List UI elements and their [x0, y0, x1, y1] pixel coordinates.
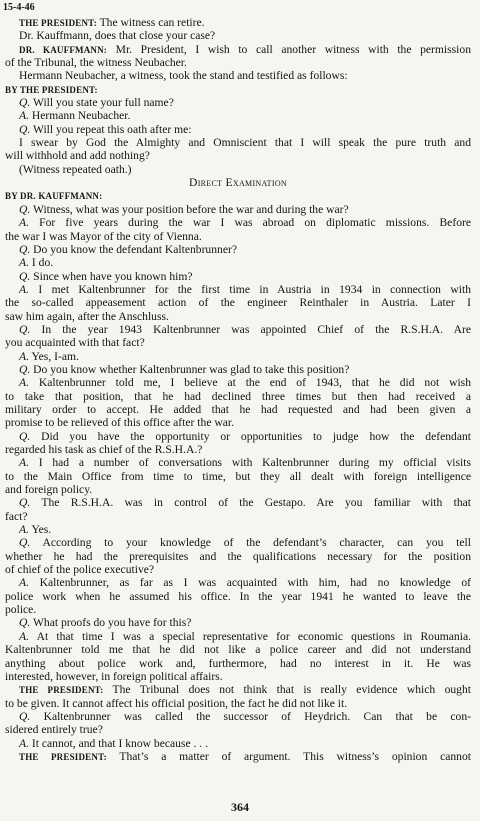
line-text: will withhold and add nothing? — [5, 149, 150, 163]
transcript-line — [5, 710, 471, 723]
transcript-line — [5, 256, 471, 269]
transcript-line — [5, 350, 471, 363]
transcript-line — [5, 470, 471, 483]
transcript-line — [5, 576, 471, 589]
transcript-line — [5, 149, 471, 162]
qa-marker: A. — [19, 349, 29, 363]
speaker-label: THE PRESIDENT: — [19, 18, 97, 28]
line-text: What proofs do you have for this? — [30, 616, 192, 630]
qa-marker: Q. — [19, 616, 31, 630]
line-text: Will you state your full name? — [30, 96, 174, 110]
transcript-line — [5, 189, 471, 202]
qa-marker: Q. — [19, 536, 31, 550]
line-text: Do you know the defendant Kaltenbrunner? — [30, 242, 237, 256]
page-date: 15-4-46 — [3, 2, 35, 13]
transcript-line — [5, 29, 471, 42]
transcript-line — [5, 43, 471, 56]
line-text: For five years during the war I was abroad on diplomatic missions. Before — [28, 216, 471, 230]
qa-marker: Q. — [19, 122, 31, 136]
transcript-line — [5, 283, 471, 296]
line-text: The Tribunal does not think that is really evidence which ought — [103, 683, 471, 697]
line-text: I swear by God the Almighty and Omniscient that I will speak the pure truth and — [19, 136, 471, 150]
line-text: whether he had the prerequisites and the qualifications necessary for the position — [5, 549, 471, 563]
line-text: (Witness repeated oath.) — [19, 162, 132, 176]
transcript-line — [5, 323, 471, 336]
line-text: regarded his task as chief of the R.S.H.A.? — [5, 443, 203, 456]
line-text: Mr. President, I wish to call another witness with the permission — [107, 42, 471, 56]
transcript-line — [5, 136, 471, 149]
line-text: Hermann Neubacher, a witness, took the stand and testified as follows: — [19, 69, 348, 83]
transcript-body — [5, 16, 471, 763]
line-text: police work when he assumed his office. In the year 1941 he wanted to leave the — [5, 589, 471, 603]
transcript-line — [5, 456, 471, 469]
transcript-line — [5, 683, 471, 696]
speaker-label: DR. KAUFFMANN: — [19, 44, 108, 55]
transcript-line — [5, 270, 471, 283]
qa-marker: A. — [19, 523, 29, 537]
page-number: 364 — [231, 800, 249, 814]
line-text: anything about police work and, furthermore, had no interest in it. He was — [5, 656, 471, 670]
transcript-line — [5, 510, 471, 523]
line-text: Kaltenbrunner, as far as I was acquainted with him, had no knowledge of — [28, 576, 471, 590]
transcript-line — [5, 203, 471, 216]
line-text: police. — [5, 603, 37, 617]
qa-marker: A. — [19, 109, 29, 123]
line-text: Kaltenbrunner was called the successor of Heydrich. Can that be con- — [30, 709, 471, 723]
line-text: of chief of the police executive? — [5, 563, 155, 577]
line-text: Do you know whether Kaltenbrunner was glad to take this position? — [30, 362, 350, 376]
transcript-line — [5, 363, 471, 376]
qa-marker: Q. — [19, 429, 31, 443]
transcript-line — [5, 697, 471, 710]
transcript-line — [5, 336, 471, 349]
line-text: sidered entirely true? — [5, 723, 103, 737]
qa-marker: A. — [19, 376, 29, 390]
line-text: At that time I was a special representative for economic questions in Roumania. — [28, 629, 471, 643]
line-text: to the Main Office from time to time, but they all dealt with foreign intelligence — [5, 469, 471, 483]
line-text: It cannot, and that I know because . . . — [28, 736, 208, 750]
line-text: I had a number of conversations with Kaltenbrunner during my official visits — [28, 456, 471, 470]
line-text: Witness, what was your position before the war and during the war? — [30, 202, 349, 216]
line-text: Dr. Kauffmann, does that close your case? — [19, 29, 216, 43]
transcript-line — [5, 630, 471, 643]
transcript-line — [5, 416, 471, 429]
line-text: Did you have the opportunity or opportunities to judge how the defendant — [30, 429, 471, 443]
line-text: of the Tribunal, the witness Neubacher. — [5, 56, 187, 70]
line-text: the war I was Mayor of the city of Vienna. — [5, 229, 202, 243]
line-text: Hermann Neubacher. — [28, 109, 131, 123]
transcript-line — [5, 563, 471, 576]
qa-marker: Q. — [19, 202, 31, 216]
qa-marker: Q. — [19, 269, 31, 283]
transcript-line — [5, 590, 471, 603]
transcript-line — [5, 616, 471, 629]
transcript-line — [5, 670, 471, 683]
line-text: Yes. — [28, 523, 52, 537]
line-text: The R.S.H.A. was in control of the Gestapo. Are you familiar with that — [30, 496, 471, 510]
transcript-line — [5, 550, 471, 563]
speaker-label: BY DR. KAUFFMANN: — [5, 191, 103, 202]
section-heading: Direct Examination — [189, 176, 287, 190]
line-text: to take that position, that he had declined three times but then had received a — [5, 389, 471, 403]
qa-marker: Q. — [19, 322, 31, 336]
line-text: fact? — [5, 509, 28, 523]
line-text: saw him again, after the Anschluss. — [5, 309, 169, 323]
line-text: I do. — [28, 256, 54, 270]
transcript-line — [5, 643, 471, 656]
transcript-line — [5, 657, 471, 670]
line-text: Yes, I-am. — [28, 349, 79, 363]
line-text: to be given. It cannot affect his official position, the fact he did not like it. — [5, 696, 348, 710]
speaker-label: THE PRESIDENT: — [19, 685, 104, 696]
line-text: promise to be relieved of this office after the war. — [5, 416, 234, 430]
transcript-line — [5, 750, 471, 763]
qa-marker: A. — [19, 576, 29, 590]
line-text: and foreign policy. — [5, 483, 93, 497]
qa-marker: Q. — [19, 709, 31, 723]
transcript-line — [5, 523, 471, 536]
transcript-line — [5, 310, 471, 323]
transcript-line — [5, 163, 471, 176]
line-text: That’s a matter of argument. This witness’s opinion cannot — [106, 749, 471, 763]
qa-marker: A. — [19, 456, 29, 470]
transcript-line — [5, 403, 471, 416]
line-text: The witness can retire. — [96, 16, 205, 29]
transcript-line — [5, 16, 471, 29]
qa-marker: Q. — [19, 362, 31, 376]
transcript-line — [5, 96, 471, 109]
line-text: the so-called appeasement action of the engineer Reinthaler in Austria. Later I — [5, 296, 471, 310]
transcript-line — [5, 723, 471, 736]
transcript-line — [5, 737, 471, 750]
transcript-line — [5, 109, 471, 122]
qa-marker: Q. — [19, 496, 31, 510]
transcript-line — [5, 243, 471, 256]
qa-marker: A. — [19, 216, 29, 230]
line-text: Kaltenbrunner told me that he did not like a police career and did not understand — [5, 643, 471, 657]
transcript-line — [5, 536, 471, 549]
transcript-line — [5, 83, 471, 96]
qa-marker: A. — [19, 629, 29, 643]
transcript-line — [5, 56, 471, 69]
qa-marker: Q. — [19, 242, 31, 256]
transcript-line — [5, 603, 471, 616]
transcript-line — [5, 216, 471, 229]
line-text: Since when have you known him? — [30, 269, 193, 283]
transcript-line — [5, 483, 471, 496]
qa-marker: A. — [19, 282, 29, 296]
transcript-line — [5, 230, 471, 243]
speaker-label: BY THE PRESIDENT: — [5, 84, 98, 95]
transcript-line — [5, 69, 471, 82]
qa-marker: A. — [19, 736, 29, 750]
line-text: I met Kaltenbrunner for the first time in Austria in 1934 in connection with — [28, 282, 471, 296]
line-text: military order to accept. He added that he had requested and had been given a — [5, 402, 471, 416]
line-text: In the year 1943 Kaltenbrunner was appointed Chief of the R.S.H.A. Are — [30, 322, 471, 336]
line-text: According to your knowledge of the defendant’s character, can you tell — [30, 536, 471, 550]
line-text: Will you repeat this oath after me: — [30, 122, 192, 136]
speaker-label: THE PRESIDENT: — [19, 751, 107, 762]
transcript-line — [5, 496, 471, 509]
line-text: you acquainted with that fact? — [5, 336, 145, 350]
line-text: interested, however, in foreign political affairs. — [5, 669, 223, 683]
transcript-line — [5, 390, 471, 403]
qa-marker: Q. — [19, 96, 31, 110]
transcript-line — [5, 376, 471, 389]
transcript-line — [5, 430, 471, 443]
transcript-line — [5, 296, 471, 309]
transcript-line — [5, 443, 471, 456]
line-text: Kaltenbrunner told me, I believe at the end of 1943, that he did not wish — [28, 376, 471, 390]
transcript-line — [5, 123, 471, 136]
qa-marker: A. — [19, 256, 29, 270]
